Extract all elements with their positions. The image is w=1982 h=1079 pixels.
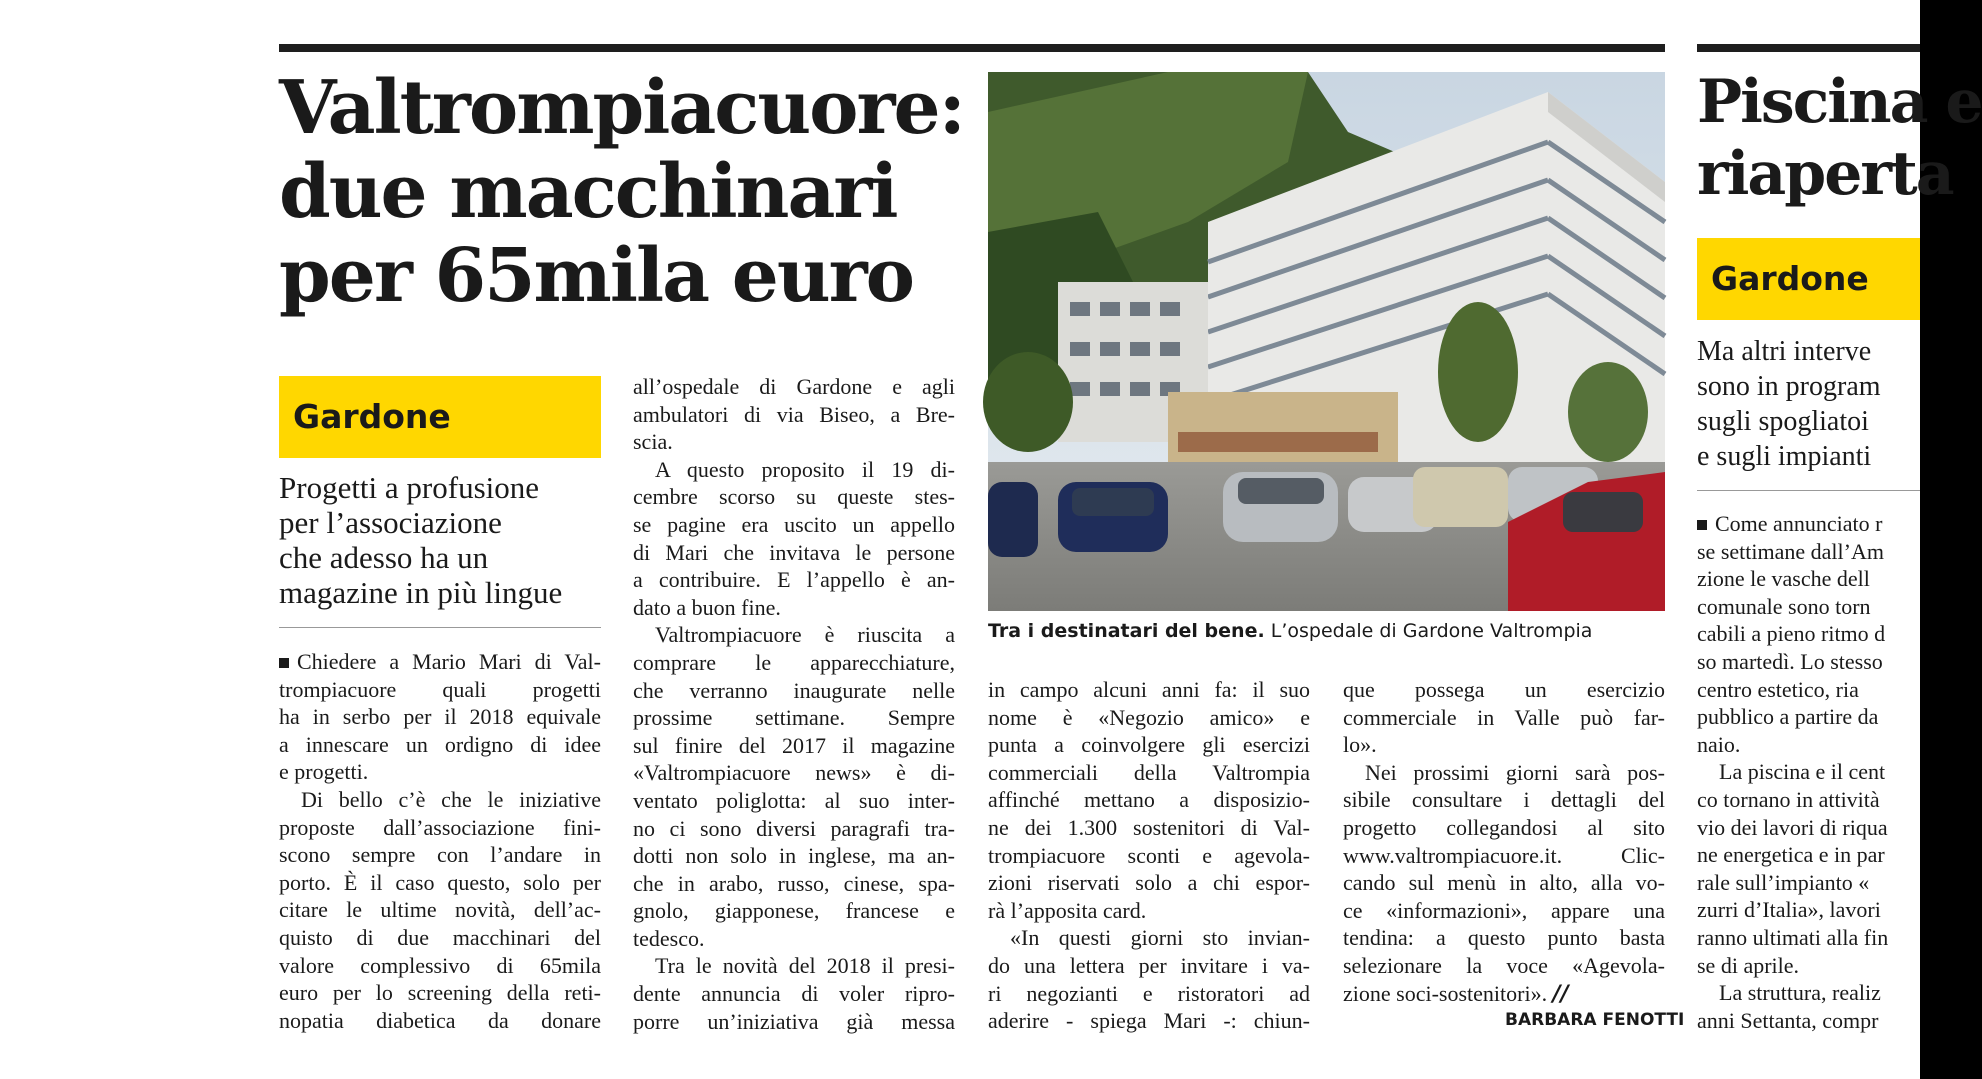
text-line-content: co tornano in attività <box>1697 786 1880 812</box>
text-line-content: dato a buon fine. <box>633 594 781 620</box>
text-line <box>1343 814 1665 842</box>
text-line <box>1697 593 1920 621</box>
text-line <box>279 952 601 980</box>
text-line-content: a innescare un ordigno di idee <box>279 731 601 757</box>
text-line <box>1697 648 1920 676</box>
text-line-content: La struttura, realiz <box>1719 980 1881 1006</box>
text-line-content: sibile consultare i dettagli del <box>1343 787 1665 813</box>
text-line <box>633 759 955 787</box>
text-line-content: que possega un esercizio <box>1343 677 1665 702</box>
side-article-headline <box>1697 66 1982 210</box>
location-kicker <box>279 376 601 458</box>
text-line <box>279 1007 601 1035</box>
photo-caption <box>988 620 1592 642</box>
text-line-content: aderire - spiega Mari -: chiun- <box>988 1008 1310 1034</box>
text-line-content: euro per lo screening della reti- <box>279 980 601 1006</box>
text-line-content: ranno ultimati alla fin <box>1697 924 1889 950</box>
text-line <box>1343 897 1665 925</box>
text-line-content: nome è «Negozio amico» e <box>988 704 1310 730</box>
text-line <box>1697 1007 1920 1035</box>
text-line <box>988 731 1310 759</box>
text-line <box>988 1007 1310 1035</box>
side-headline-line: riaperta <box>1697 139 1953 209</box>
text-line-content: La piscina e il cent <box>1719 759 1886 785</box>
text-line <box>988 897 1310 925</box>
text-line <box>633 980 955 1008</box>
text-line-content: gnolo, giapponese, francese e <box>633 898 955 924</box>
text-line <box>633 897 955 925</box>
text-line <box>279 758 601 786</box>
text-line <box>633 815 955 843</box>
text-line <box>279 924 601 952</box>
text-line-content: Di bello c’è che le iniziative <box>301 786 601 812</box>
text-line <box>633 539 955 567</box>
text-line-content: «Valtrompiacuore news» è di- <box>633 760 955 786</box>
text-line <box>1343 786 1665 814</box>
text-line <box>633 373 955 401</box>
text-line <box>988 704 1310 732</box>
text-line-content: prossime settimane. Sempre <box>633 705 955 731</box>
bullet-square-icon <box>1697 520 1707 530</box>
text-line-content: Come annunciato r <box>1715 511 1883 536</box>
text-line <box>1697 952 1920 980</box>
text-line-content: comunale sono torn <box>1697 593 1871 619</box>
text-line-content: porre un’iniziativa già messa <box>633 1008 955 1034</box>
text-line <box>279 786 601 814</box>
text-line <box>279 676 601 704</box>
headline-line: Valtrompiacuore: <box>279 65 964 151</box>
text-line-content: Nei prossimi giorni sarà pos- <box>1365 759 1665 785</box>
subhead-line: Progetti a profusione <box>279 470 540 505</box>
text-line <box>1697 510 1920 538</box>
text-line-content: ri negozianti e ristoratori ad <box>988 980 1310 1006</box>
text-line <box>988 786 1310 814</box>
side-location-kicker <box>1697 238 1920 320</box>
text-line-content: Chiedere a Mario Mari di Val- <box>297 649 601 674</box>
text-line <box>279 869 601 897</box>
text-line-content: se di aprile. <box>1697 952 1800 978</box>
text-line <box>633 704 955 732</box>
text-line-content: trompiacuore quali progetti <box>279 676 601 702</box>
text-line <box>1343 980 1665 1008</box>
text-line <box>1343 924 1665 952</box>
text-line-content: anni Settanta, compr <box>1697 1007 1879 1033</box>
text-line-content: di Mari che invitava le persone <box>633 539 955 565</box>
text-line-content: ventato poliglotta: al suo inter- <box>633 787 955 813</box>
text-line <box>1343 704 1665 732</box>
text-line <box>633 677 955 705</box>
subhead-line: magazine in più lingue <box>279 575 563 610</box>
text-line <box>1697 620 1920 648</box>
text-line <box>1697 814 1920 842</box>
text-line-content: zurri d’Italia», lavori <box>1697 897 1881 923</box>
location-kicker-label: Gardone <box>293 397 451 436</box>
text-line <box>1697 565 1920 593</box>
side-subhead-line: sono in program <box>1697 371 1881 402</box>
side-subhead-separator <box>1697 490 1920 491</box>
text-line <box>988 980 1310 1008</box>
text-line-content: www.valtrompiacuore.it. Clic- <box>1343 842 1665 868</box>
text-line-content: quisto di due macchinari del <box>279 924 601 950</box>
side-subhead-line: e sugli impianti <box>1697 441 1872 472</box>
text-line <box>279 979 601 1007</box>
text-line-content: selezionare la voce «Agevola- <box>1343 952 1665 978</box>
text-line <box>1697 758 1920 786</box>
article-headline <box>279 66 964 318</box>
headline-line: due macchinari <box>279 149 897 235</box>
text-line <box>633 428 955 456</box>
text-line <box>1343 869 1665 897</box>
text-line-content: zione soci-sostenitori». <box>1343 980 1548 1006</box>
text-line-content: zione le vasche dell <box>1697 566 1870 592</box>
text-line <box>1697 869 1920 897</box>
text-line <box>279 841 601 869</box>
text-line-content: cembre scorso su queste stes- <box>633 484 955 510</box>
text-line-content: cando sul menù in alto, alla vo- <box>1343 870 1665 896</box>
text-line <box>988 676 1310 704</box>
text-line <box>1343 952 1665 980</box>
hospital-photo <box>988 72 1665 611</box>
text-line <box>633 842 955 870</box>
text-line <box>1343 676 1665 704</box>
text-line-content: A questo proposito il 19 di- <box>655 456 955 482</box>
text-line <box>633 649 955 677</box>
text-line-content: naio. <box>1697 731 1741 757</box>
text-line-content: che verranno inaugurate nelle <box>633 677 955 703</box>
text-line <box>633 732 955 760</box>
text-line-content: centro estetico, ria <box>1697 676 1859 702</box>
subhead-separator <box>279 627 601 628</box>
text-line <box>633 787 955 815</box>
subhead-line: che adesso ha un <box>279 540 489 575</box>
body-column-4 <box>1343 676 1665 1007</box>
text-line <box>633 925 955 953</box>
text-line <box>988 869 1310 897</box>
text-line <box>279 896 601 924</box>
text-line <box>633 1008 955 1036</box>
text-line-content: commerciale in Valle può far- <box>1343 704 1665 730</box>
text-line <box>1697 731 1920 759</box>
side-subhead-line: sugli spogliatoi <box>1697 406 1869 437</box>
text-line-content: vio dei lavori di riqua <box>1697 814 1888 840</box>
text-line <box>633 566 955 594</box>
subhead-line: per l’associazione <box>279 505 502 540</box>
text-line-content: ha in serbo per il 2018 equivale <box>279 704 601 730</box>
text-line-content: comprare le apparecchiature, <box>633 649 955 675</box>
body-column-3 <box>988 676 1310 1035</box>
text-line-content: commerciali della Valtrompia <box>988 759 1310 785</box>
text-line-content: trompiacuore sconti e agevola- <box>988 842 1310 868</box>
side-article-subhead <box>1697 334 1881 474</box>
text-line-content: progetto collegandosi al sito <box>1343 814 1665 840</box>
text-line-content: «In questi giorni sto invian- <box>1010 925 1310 951</box>
text-line-content: ambulatori di via Biseo, a Bre- <box>633 401 955 427</box>
text-line <box>988 814 1310 842</box>
text-line-content: Tra le novità del 2018 il presi- <box>655 953 955 979</box>
side-subhead-line: Ma altri interve <box>1697 336 1872 367</box>
text-line-content: Valtrompiacuore è riuscita a <box>655 622 955 648</box>
text-line <box>1697 896 1920 924</box>
side-headline-line: Piscina e <box>1697 67 1982 137</box>
text-line-content: sul finire del 2017 il magazine <box>633 732 955 758</box>
text-line <box>279 648 601 676</box>
text-line-content: so martedì. Lo stesso <box>1697 648 1883 674</box>
text-line-content: che in arabo, russo, cinese, spa- <box>633 870 955 896</box>
text-line-content: ne energetica e in par <box>1697 842 1885 868</box>
text-line-content: punta a coinvolgere gli esercizi <box>988 732 1310 758</box>
author-byline: BARBARA FENOTTI <box>1505 1010 1685 1030</box>
top-rule-side <box>1697 44 1920 52</box>
text-line <box>1697 676 1920 704</box>
text-line-content: lo». <box>1343 732 1377 758</box>
text-line-content: cabili a pieno ritmo d <box>1697 621 1886 647</box>
text-line-content: in campo alcuni anni fa: il suo <box>988 677 1310 702</box>
text-line-content: no ci sono diversi paragrafi tra- <box>633 815 955 841</box>
text-line <box>988 759 1310 787</box>
text-line <box>1697 924 1920 952</box>
side-location-kicker-label: Gardone <box>1711 259 1869 298</box>
text-line-content: nopatia diabetica da donare <box>279 1007 601 1033</box>
text-line <box>633 401 955 429</box>
text-line <box>633 594 955 622</box>
text-line-content: citare le ultime novità, dell’ac- <box>279 897 601 923</box>
article-subhead <box>279 470 562 610</box>
top-rule <box>279 44 1665 52</box>
text-line <box>988 924 1310 952</box>
text-line <box>633 483 955 511</box>
text-line <box>279 731 601 759</box>
text-line <box>1343 842 1665 870</box>
text-line <box>279 703 601 731</box>
text-line-content: a contribuire. E l’appello è an- <box>633 567 955 593</box>
text-line <box>1697 979 1920 1007</box>
text-line-content: tedesco. <box>633 925 705 951</box>
body-column-2 <box>633 373 955 1035</box>
text-line-content: porto. È il caso questo, solo per <box>279 869 601 895</box>
text-line <box>633 870 955 898</box>
text-line-content: tendina: a questo punto basta <box>1343 925 1665 951</box>
text-line-content: ne dei 1.300 sostenitori di Val- <box>988 814 1310 840</box>
text-line <box>279 814 601 842</box>
text-line-content: zioni riservati solo a chi espor- <box>988 870 1310 896</box>
text-line-content: do una lettera per invitare i va- <box>988 952 1310 978</box>
text-line-content: proposte dall’associazione fini- <box>279 814 601 840</box>
photo-caption-lead: Tra i destinatari del bene. <box>988 620 1265 642</box>
text-line-content: ce «informazioni», appare una <box>1343 897 1665 923</box>
text-line-content: dotti non solo in inglese, ma an- <box>633 843 955 869</box>
text-line-content: e progetti. <box>279 759 369 785</box>
text-line-content: se settimane dall’Am <box>1697 538 1884 564</box>
text-line <box>1343 759 1665 787</box>
body-column-1 <box>279 648 601 1034</box>
bullet-square-icon <box>279 658 289 668</box>
text-line <box>1697 786 1920 814</box>
text-line-content: all’ospedale di Gardone e agli <box>633 374 955 399</box>
text-line <box>988 952 1310 980</box>
text-line <box>1697 841 1920 869</box>
photo-caption-text: L’ospedale di Gardone Valtrompia <box>1270 620 1593 642</box>
text-line-content: scono sempre con l’andare in <box>279 842 601 868</box>
article-end-mark: // <box>1552 981 1569 1007</box>
text-line <box>1343 731 1665 759</box>
text-line <box>1697 538 1920 566</box>
text-line-content: pubblico a partire da <box>1697 704 1879 730</box>
headline-line: per 65mila euro <box>279 233 914 319</box>
text-line-content: se pagine era uscito un appello <box>633 511 955 537</box>
text-line-content: rale sull’impianto « <box>1697 869 1870 895</box>
text-line-content: rà l’apposita card. <box>988 897 1147 923</box>
text-line <box>633 511 955 539</box>
text-line-content: scia. <box>633 429 673 455</box>
text-line <box>988 842 1310 870</box>
text-line-content: valore complessivo di 65mila <box>279 952 601 978</box>
text-line-content: dente annuncia di voler ripro- <box>633 981 955 1007</box>
text-line <box>633 952 955 980</box>
text-line-content: affinché mettano a disposizio- <box>988 787 1310 813</box>
side-body-column <box>1697 510 1920 1034</box>
text-line <box>633 456 955 484</box>
text-line <box>633 621 955 649</box>
text-line <box>1697 703 1920 731</box>
